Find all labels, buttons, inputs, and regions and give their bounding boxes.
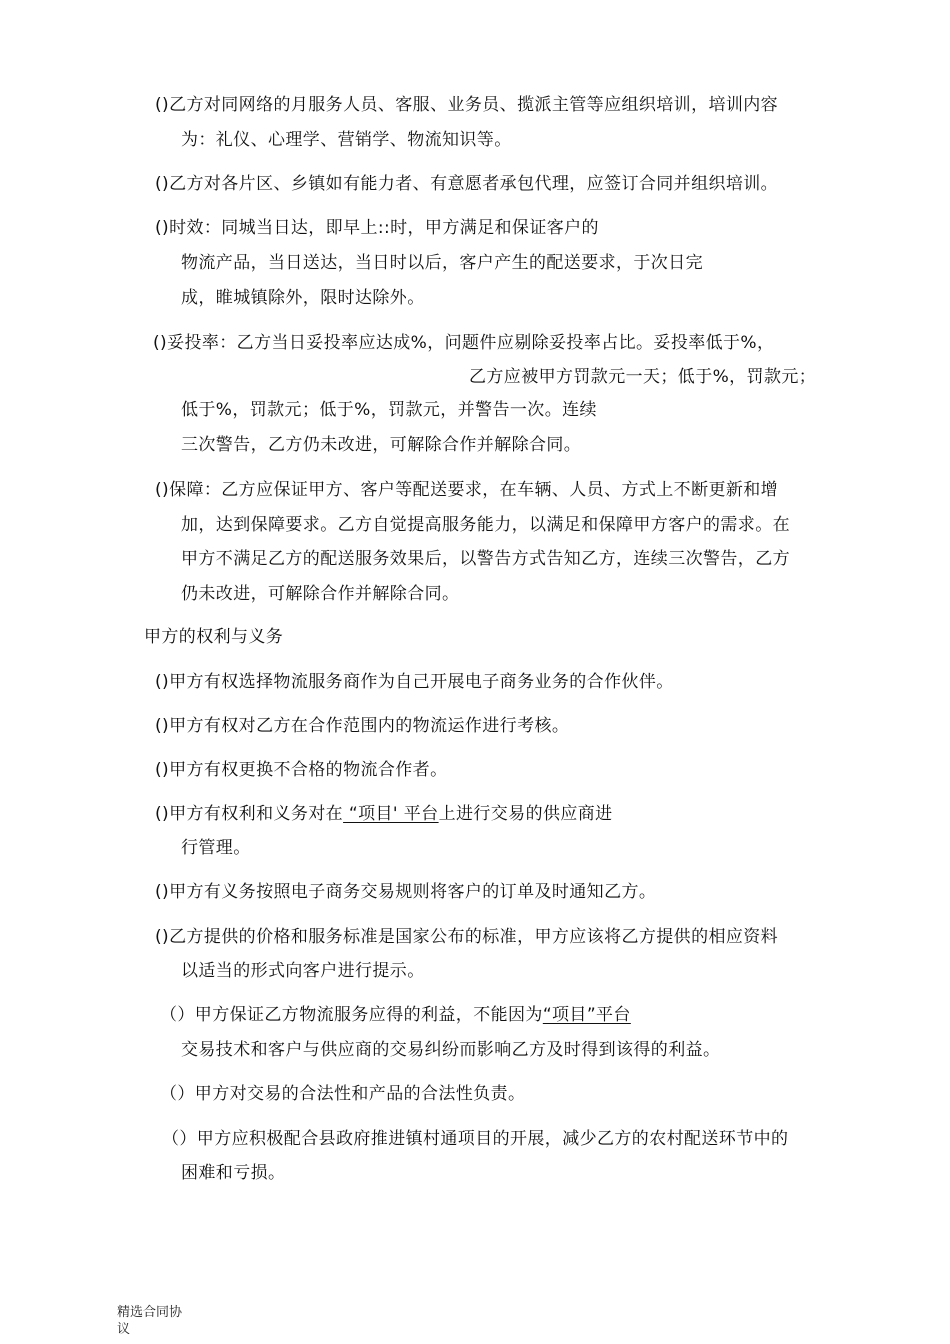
clause-delivery-rate-line3: 低于%，罚款元；低于%，罚款元，并警告一次。连续 [181, 400, 597, 420]
clause-cooperate-line1: （）甲方应积极配合县政府推进镇村通项目的开展，减少乙方的农村配送环节中的 [162, 1129, 789, 1149]
section-heading: 甲方的权利与义务 [144, 627, 284, 647]
clause-duty-notify: ()甲方有义务按照电子商务交易规则将客户的订单及时通知乙方。 [155, 882, 657, 902]
clause-guarantee-line2: 加，达到保障要求。乙方自觉提高服务能力，以满足和保障甲方客户的需求。在 [181, 515, 790, 535]
clause-delivery-rate-line1: ()妥投率：乙方当日妥投率应达成%，问题件应剔除妥投率占比。妥投率低于%， [153, 333, 775, 353]
clause-price-standard-line1: ()乙方提供的价格和服务标准是国家公布的标准，甲方应该将乙方提供的相应资料 [155, 927, 779, 947]
clause-right-replace: ()甲方有权更换不合格的物流合作者。 [155, 760, 448, 780]
clause-guarantee-benefit-line1 [160, 1003, 631, 1027]
clause-delivery-rate-line4: 三次警告，乙方仍未改进，可解除合作并解除合同。 [181, 435, 582, 455]
platform-name-underlined: “项目' 平台 [343, 804, 439, 824]
clause-guarantee-benefit-line2: 交易技术和客户与供应商的交易纠纷而影响乙方及时得到该得的利益。 [181, 1040, 721, 1060]
clause-right-select: ()甲方有权选择物流服务商作为自己开展电子商务业务的合作伙伴。 [155, 672, 674, 692]
clause-timeliness-line3: 成，睢城镇除外，限时达除外。 [181, 288, 425, 308]
clause-cooperate-line2: 困难和亏损。 [181, 1163, 286, 1183]
platform-name-underlined-2: “项目”平台 [542, 1005, 631, 1025]
clause-right-assess: ()甲方有权对乙方在合作范围内的物流运作进行考核。 [155, 716, 570, 736]
clause-right-manage-line1 [155, 802, 613, 826]
clause-right-manage-line2: 行管理。 [181, 838, 251, 858]
clause-guarantee-line3: 甲方不满足乙方的配送服务效果后，以警告方式告知乙方，连续三次警告，乙方 [181, 549, 790, 569]
clause-training-line2: 为：礼仪、心理学、营销学、物流知识等。 [181, 130, 512, 150]
clause-legality: （）甲方对交易的合法性和产品的合法性负责。 [160, 1084, 526, 1104]
clause-guarantee-line4: 仍未改进，可解除合作并解除合同。 [181, 584, 460, 604]
benefit-prefix: （）甲方保证乙方物流服务应得的利益，不能因为 [160, 1005, 543, 1025]
clause-training-line1: ()乙方对同网络的月服务人员、客服、业务员、揽派主管等应组织培训，培训内容 [155, 95, 779, 115]
manage-suffix: 上进行交易的供应商进 [438, 804, 613, 824]
footer-line2: 议 [117, 1322, 131, 1337]
clause-timeliness-line2: 物流产品，当日送达，当日时以后，客户产生的配送要求，于次日完 [181, 253, 703, 273]
clause-guarantee-line1: ()保障：乙方应保证甲方、客户等配送要求，在车辆、人员、方式上不断更新和增 [155, 480, 779, 500]
clause-agency: ()乙方对各片区、乡镇如有能力者、有意愿者承包代理，应签订合同并组织培训。 [155, 174, 779, 194]
footer-line1: 精选合同协 [117, 1305, 183, 1320]
manage-prefix: ()甲方有权利和义务对在 [155, 804, 344, 824]
clause-price-standard-line2: 以适当的形式向客户进行提示。 [181, 961, 425, 981]
clause-delivery-rate-line2: 乙方应被甲方罚款元一天；低于%，罚款元； [469, 367, 817, 387]
clause-timeliness-line1: ()时效：同城当日达，即早上::时，甲方满足和保证客户的 [155, 218, 599, 238]
